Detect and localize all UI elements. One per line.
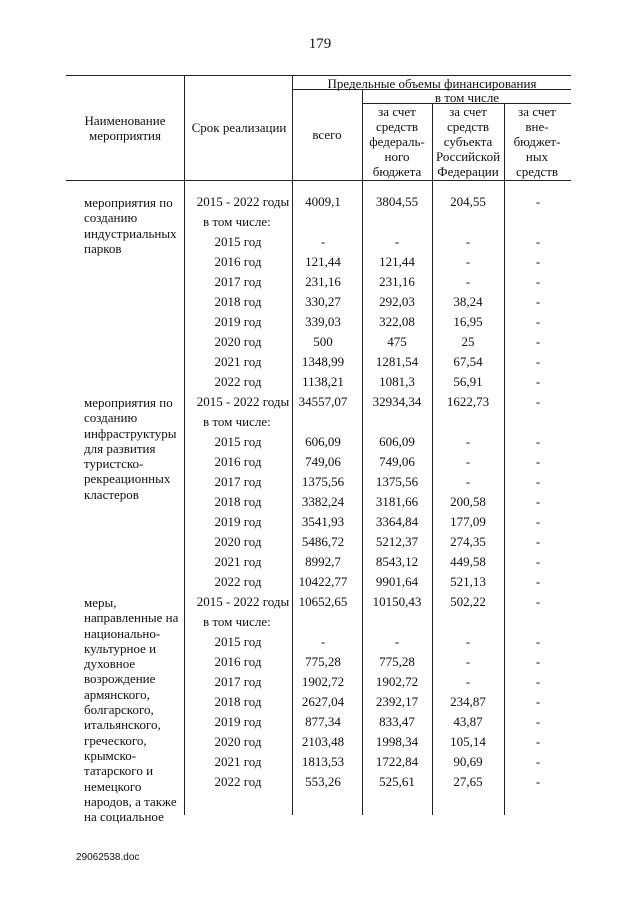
federal-cell: 292,03 xyxy=(379,294,415,309)
total-cell: 606,09 xyxy=(305,434,341,449)
year-cell: 2016 год xyxy=(214,454,262,469)
footer-filename: 29062538.doc xyxy=(76,852,140,863)
total-cell: 500 xyxy=(313,334,333,349)
regional-cell: - xyxy=(465,474,471,489)
regional-cell: 200,58 xyxy=(450,494,486,509)
federal-cell: 121,44 xyxy=(379,254,415,269)
including-label: в том числе: xyxy=(203,614,271,629)
year-cell: 2022 год xyxy=(214,374,262,389)
extra-cell: - xyxy=(535,714,541,729)
year-cell: 2018 год xyxy=(214,494,262,509)
extra-cell: - xyxy=(535,674,541,689)
activity-name: мероприятия по созданию инфраструктуры для развития туристско- рекреационных кластеров xyxy=(84,395,177,502)
total-cell: 10652,65 xyxy=(298,594,348,609)
total-cell: 330,27 xyxy=(305,294,341,309)
federal-cell: 749,06 xyxy=(379,454,415,469)
federal-cell: 475 xyxy=(387,334,407,349)
regional-cell: 27,65 xyxy=(453,774,483,789)
total-cell: 1138,21 xyxy=(302,374,344,389)
total-cell: 749,06 xyxy=(305,454,341,469)
regional-cell: - xyxy=(465,654,471,669)
period-cell: 2015 - 2022 годы xyxy=(196,394,290,409)
total-cell: 4009,1 xyxy=(305,194,341,209)
year-cell: 2016 год xyxy=(214,254,262,269)
year-cell: 2015 год xyxy=(214,634,262,649)
year-cell: 2017 год xyxy=(214,274,262,289)
including-label: в том числе: xyxy=(203,214,271,229)
regional-cell: - xyxy=(465,674,471,689)
total-cell: 10422,77 xyxy=(298,574,348,589)
total-cell: 1348,99 xyxy=(301,354,345,369)
federal-cell: 1281,54 xyxy=(375,354,419,369)
total-cell: 339,03 xyxy=(305,314,341,329)
activity-name: мероприятия по созданию индустриальных парков xyxy=(84,195,177,256)
year-cell: 2020 год xyxy=(214,734,262,749)
extra-cell: - xyxy=(535,634,541,649)
total-cell: 3382,24 xyxy=(301,494,345,509)
extra-cell: - xyxy=(535,274,541,289)
regional-cell: 38,24 xyxy=(453,294,483,309)
regional-cell: 502,22 xyxy=(450,594,486,609)
regional-cell: - xyxy=(465,274,471,289)
federal-cell: 8543,12 xyxy=(375,554,419,569)
regional-cell: 177,09 xyxy=(450,514,486,529)
extra-cell: - xyxy=(535,474,541,489)
page-number: 179 xyxy=(308,36,332,52)
extra-cell: - xyxy=(535,694,541,709)
extra-cell: - xyxy=(535,234,541,249)
regional-cell: - xyxy=(465,434,471,449)
year-cell: 2021 год xyxy=(214,754,262,769)
total-cell: - xyxy=(320,234,326,249)
extra-cell: - xyxy=(535,734,541,749)
total-cell: 121,44 xyxy=(305,254,341,269)
total-cell: 775,28 xyxy=(305,654,341,669)
extra-cell: - xyxy=(535,354,541,369)
header-regional: за счет средств субъекта Российской Федерации xyxy=(435,104,501,179)
extra-cell: - xyxy=(535,394,541,409)
header-total: всего xyxy=(312,127,342,142)
year-cell: 2015 год xyxy=(214,234,262,249)
regional-cell: - xyxy=(465,254,471,269)
col-divider-1 xyxy=(184,75,185,815)
extra-cell: - xyxy=(535,314,541,329)
extra-cell: - xyxy=(535,374,541,389)
federal-cell: 322,08 xyxy=(379,314,415,329)
federal-cell: 10150,43 xyxy=(372,594,422,609)
regional-cell: 16,95 xyxy=(453,314,483,329)
regional-cell: 90,69 xyxy=(453,754,483,769)
year-cell: 2018 год xyxy=(214,694,262,709)
year-cell: 2017 год xyxy=(214,474,262,489)
header-limits: Предельные объемы финансирования xyxy=(327,76,537,91)
total-cell: 553,26 xyxy=(305,774,341,789)
header-extra: за счет вне- бюджет- ных средств xyxy=(513,104,561,179)
period-cell: 2015 - 2022 годы xyxy=(196,194,290,209)
total-cell: 1375,56 xyxy=(301,474,345,489)
extra-cell: - xyxy=(535,754,541,769)
year-cell: 2019 год xyxy=(214,714,262,729)
header-federal: за счет средств федераль- ного бюджета xyxy=(369,104,425,179)
extra-cell: - xyxy=(535,654,541,669)
regional-cell: 1622,73 xyxy=(446,394,490,409)
extra-cell: - xyxy=(535,594,541,609)
regional-cell: 56,91 xyxy=(453,374,483,389)
extra-cell: - xyxy=(535,294,541,309)
regional-cell: 105,14 xyxy=(450,734,486,749)
regional-cell: 521,13 xyxy=(450,574,486,589)
year-cell: 2022 год xyxy=(214,774,262,789)
header-name-col: Наименование мероприятия xyxy=(84,113,166,143)
extra-cell: - xyxy=(535,334,541,349)
regional-cell: 274,35 xyxy=(450,534,486,549)
total-cell: 1902,72 xyxy=(301,674,345,689)
year-cell: 2021 год xyxy=(214,354,262,369)
year-cell: 2022 год xyxy=(214,574,262,589)
year-cell: 2018 год xyxy=(214,294,262,309)
col-divider-5 xyxy=(504,103,505,815)
extra-cell: - xyxy=(535,494,541,509)
federal-cell: 32934,34 xyxy=(372,394,422,409)
regional-cell: 204,55 xyxy=(450,194,486,209)
year-cell: 2019 год xyxy=(214,314,262,329)
regional-cell: 25 xyxy=(461,334,475,349)
federal-cell: 1722,84 xyxy=(375,754,419,769)
year-cell: 2015 год xyxy=(214,434,262,449)
total-cell: 5486,72 xyxy=(301,534,345,549)
federal-cell: 2392,17 xyxy=(375,694,419,709)
extra-cell: - xyxy=(535,254,541,269)
total-cell: 8992,7 xyxy=(305,554,341,569)
year-cell: 2020 год xyxy=(214,334,262,349)
federal-cell: 775,28 xyxy=(379,654,415,669)
federal-cell: 3804,55 xyxy=(375,194,419,209)
regional-cell: - xyxy=(465,454,471,469)
federal-cell: 1081,3 xyxy=(379,374,415,389)
federal-cell: 606,09 xyxy=(379,434,415,449)
extra-cell: - xyxy=(535,534,541,549)
federal-cell: 3181,66 xyxy=(375,494,419,509)
year-cell: 2019 год xyxy=(214,514,262,529)
federal-cell: 1375,56 xyxy=(375,474,419,489)
year-cell: 2020 год xyxy=(214,534,262,549)
federal-cell: 525,61 xyxy=(379,774,415,789)
extra-cell: - xyxy=(535,774,541,789)
total-cell: 3541,93 xyxy=(301,514,345,529)
federal-cell: 3364,84 xyxy=(375,514,419,529)
federal-cell: 1902,72 xyxy=(375,674,419,689)
extra-cell: - xyxy=(535,434,541,449)
regional-cell: - xyxy=(465,234,471,249)
total-cell: 231,16 xyxy=(305,274,341,289)
extra-cell: - xyxy=(535,194,541,209)
federal-cell: 1998,34 xyxy=(375,734,419,749)
federal-cell: 5212,37 xyxy=(375,534,419,549)
header-period-col: Срок реализации xyxy=(191,120,287,135)
total-cell: - xyxy=(320,634,326,649)
regional-cell: - xyxy=(465,634,471,649)
federal-cell: 833,47 xyxy=(379,714,415,729)
extra-cell: - xyxy=(535,514,541,529)
including-label: в том числе: xyxy=(203,414,271,429)
year-cell: 2016 год xyxy=(214,654,262,669)
total-cell: 2627,04 xyxy=(301,694,345,709)
regional-cell: 67,54 xyxy=(453,354,483,369)
extra-cell: - xyxy=(535,574,541,589)
header-bottom-border xyxy=(66,180,571,181)
regional-cell: 234,87 xyxy=(450,694,486,709)
total-cell: 877,34 xyxy=(305,714,341,729)
total-cell: 1813,53 xyxy=(301,754,345,769)
federal-cell: - xyxy=(394,234,400,249)
federal-cell: 231,16 xyxy=(379,274,415,289)
regional-cell: 449,58 xyxy=(450,554,486,569)
period-cell: 2015 - 2022 годы xyxy=(196,594,290,609)
extra-cell: - xyxy=(535,454,541,469)
activity-name: меры, направленные на национально- культурное и духовное возрождение армянского, болгарского, итальянского, греческого, крымско- татарского и немецкого народов, а также на социальное xyxy=(84,595,179,825)
total-cell: 2103,48 xyxy=(301,734,345,749)
federal-cell: - xyxy=(394,634,400,649)
federal-cell: 9901,64 xyxy=(375,574,419,589)
year-cell: 2021 год xyxy=(214,554,262,569)
extra-cell: - xyxy=(535,554,541,569)
regional-cell: 43,87 xyxy=(453,714,483,729)
header-including: в том числе xyxy=(434,90,500,105)
total-cell: 34557,07 xyxy=(298,394,348,409)
year-cell: 2017 год xyxy=(214,674,262,689)
